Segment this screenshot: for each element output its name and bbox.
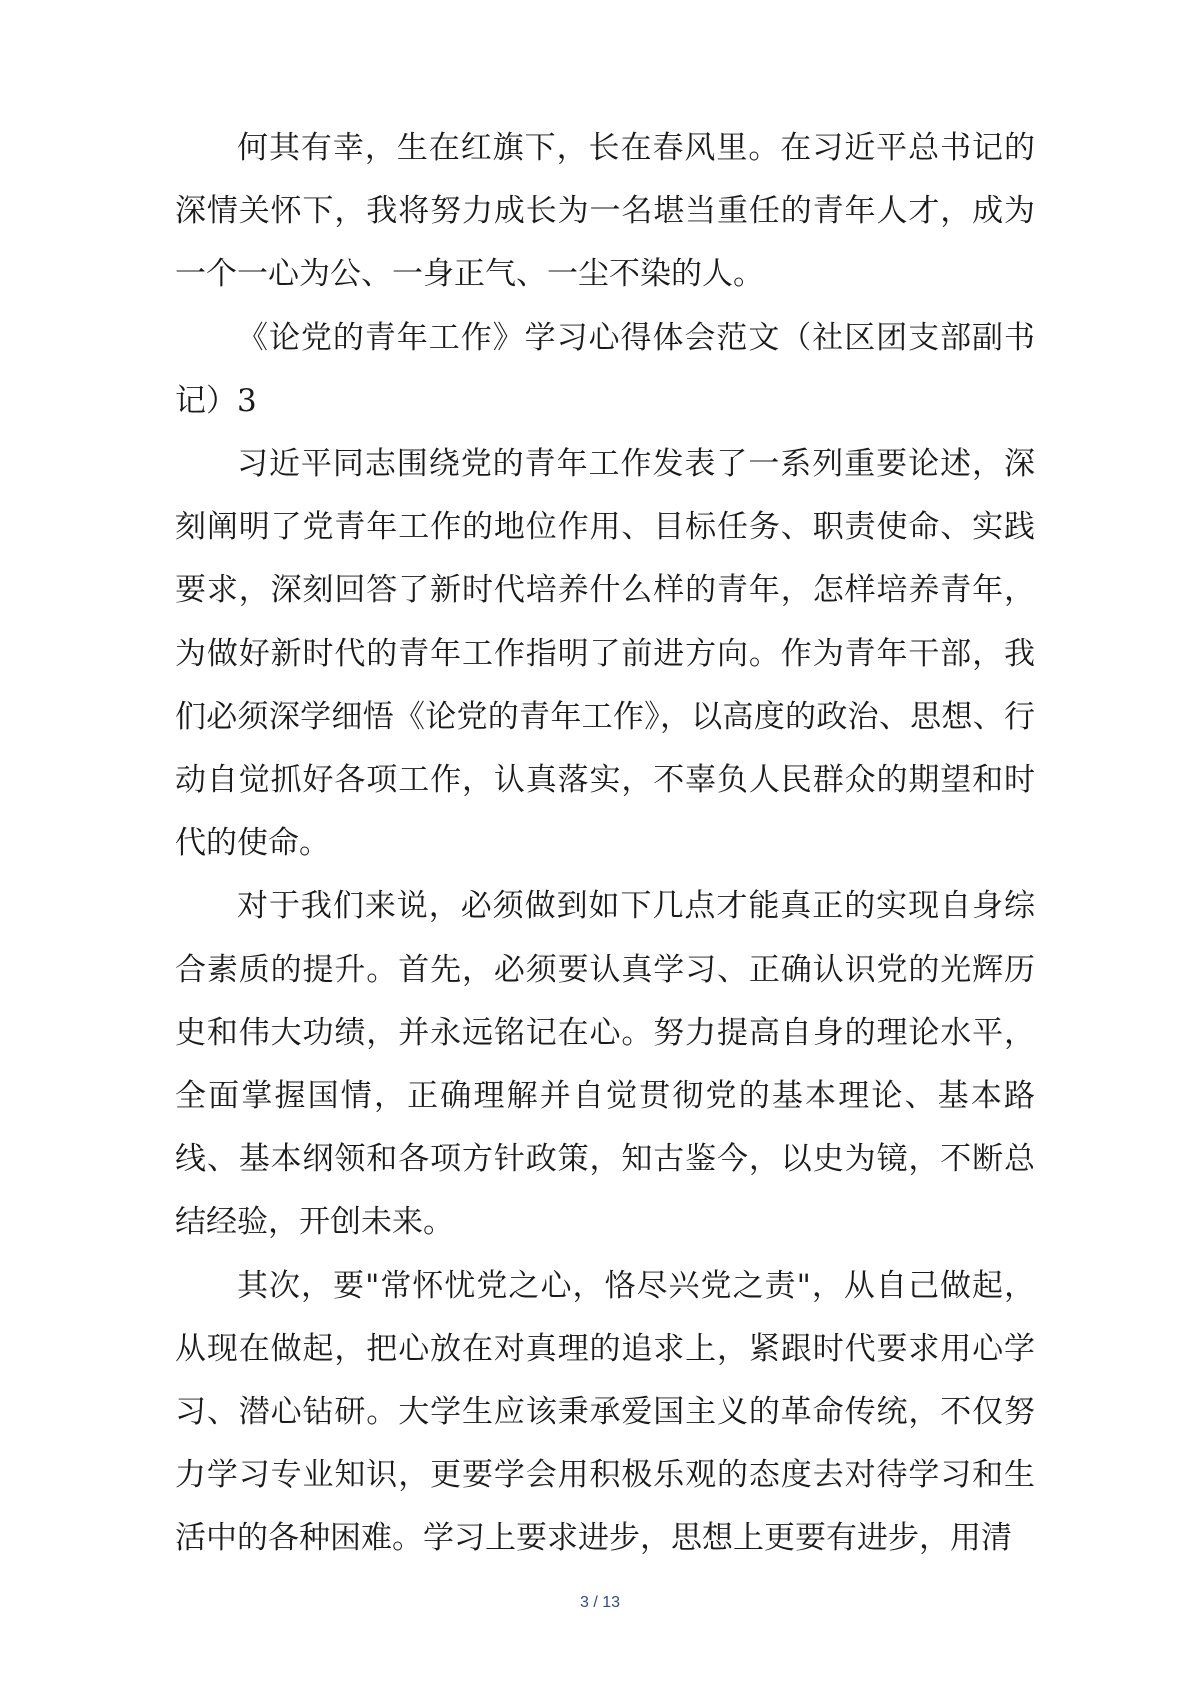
paragraph-second-point: 其次，要"常怀忧党之心，恪尽兴党之责"，从自己做起，从现在做起，把心放在对真理的追求上，紧跟时代要求用心学习、潜心钻研。大学生应该秉承爱国主义的革命传统，不仅努力学习专业知识，更要学会用积极乐观的态度去对待学习和生活中的各种困难。学习上要求进步，思想上更要有进步，用清	[175, 1267, 1035, 1557]
document-body	[175, 117, 1035, 1571]
paragraph-first-point: 对于我们来说，必须做到如下几点才能真正的实现自身综合素质的提升。首先，必须要认真学习、正确认识党的光辉历史和伟大功绩，并永远铭记在心。努力提高自身的理论水平，全面掌握国情，正确理解并自觉贯彻党的基本理论、基本路线、基本纲领和各项方针政策，知古鉴今，以史为镜，不断总结经验，开创未来。	[175, 888, 1035, 1241]
paragraph-intro: 习近平同志围绕党的青年工作发表了一系列重要论述，深刻阐明了党青年工作的地位作用、目标任务、职责使命、实践要求，深刻回答了新时代培养什么样的青年，怎样培养青年，为做好新时代的青年工作指明了前进方向。作为青年干部，我们必须深学细悟《论党的青年工作》，以高度的政治、思想、行动自觉抓好各项工作，认真落实，不辜负人民群众的期望和时代的使命。	[175, 446, 1035, 862]
page-number: 3 / 13	[579, 1594, 621, 1611]
paragraph-closing-reflection: 何其有幸，生在红旗下，长在春风里。在习近平总书记的深情关怀下，我将努力成长为一名堪当重任的青年人才，成为一个一心为公、一身正气、一尘不染的人。	[175, 130, 1035, 293]
section-heading: 《论党的青年工作》学习心得体会范文（社区团支部副书记）3	[175, 319, 1035, 419]
